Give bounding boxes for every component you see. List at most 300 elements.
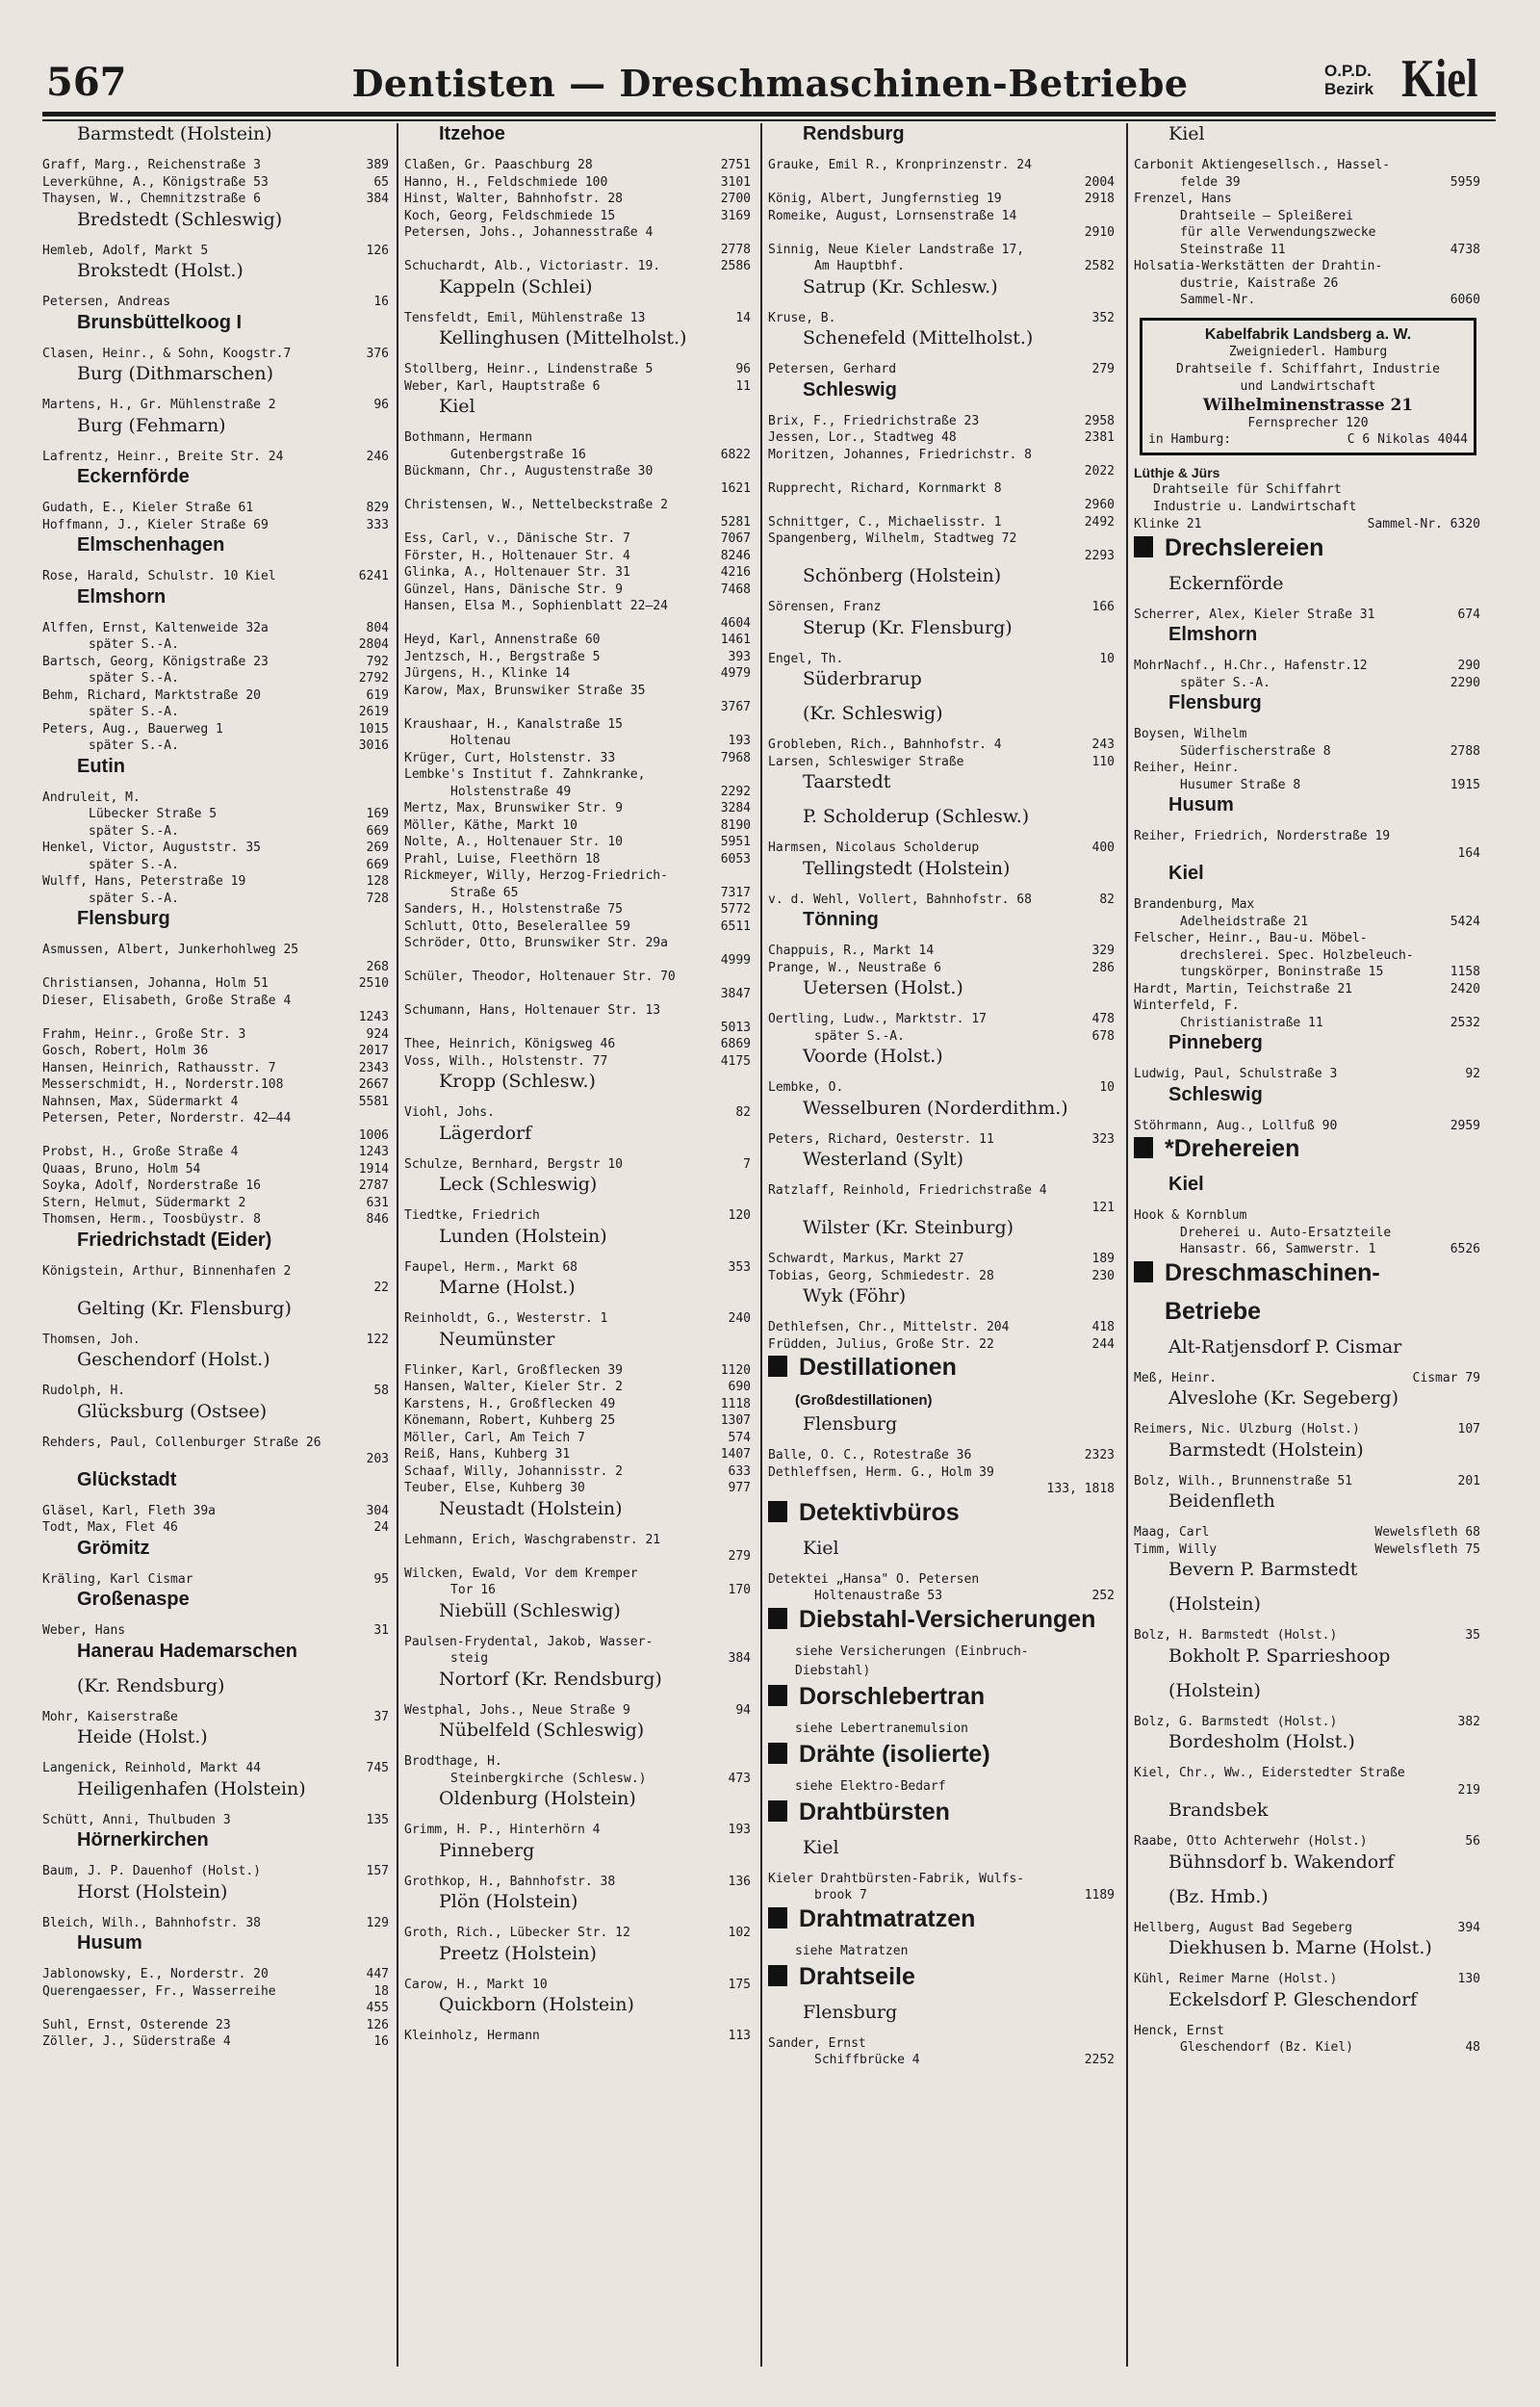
location-heading: Horst (Holstein) (77, 1880, 228, 1902)
phone-number: 2022 (1084, 464, 1115, 479)
location-heading: Schönberg (Holstein) (803, 565, 1002, 586)
directory-entry (42, 1178, 389, 1196)
phone-number: 678 (1091, 1028, 1115, 1044)
directory-entry (1134, 931, 1480, 948)
phone-number: 2381 (1084, 430, 1115, 445)
directory-entry (42, 518, 389, 535)
phone-number: 5424 (1450, 914, 1480, 929)
category-subheading: (Großdestillationen) (795, 1392, 933, 1409)
phone-number: 102 (728, 1926, 751, 1940)
location-heading: Brunsbüttelkoog I (77, 311, 243, 333)
entry-continuation (404, 1651, 751, 1669)
entry-text: Sander, Ernst (768, 2035, 866, 2051)
directory-entry (1134, 1921, 1480, 1938)
phone-number: 4738 (1450, 242, 1480, 257)
entry-text: später S.-A. (89, 671, 179, 686)
directory-entry (1134, 982, 1480, 999)
entry-text: Rose, Harald, Schulstr. 10 Kiel (42, 569, 276, 583)
phone-number: 1914 (358, 1161, 389, 1177)
location-heading: Wyk (Föhr) (803, 1285, 907, 1307)
entry-text: Rudolph, H. (42, 1384, 126, 1398)
entry-text: Hoffmann, J., Kieler Straße 69 (42, 517, 269, 532)
entry-continuation (1134, 1016, 1480, 1033)
directory-entry (404, 1037, 751, 1054)
directory-entry (1134, 192, 1480, 209)
location-heading: Barmstedt (Holstein) (1168, 1438, 1364, 1461)
phone-number: 4175 (720, 1053, 751, 1069)
entry-text: Nolte, A., Holtenauer Str. 10 (404, 835, 623, 849)
entry-text: Meß, Heinr. (1134, 1370, 1218, 1385)
category-heading: Drahtmatratzen (768, 1905, 1115, 1944)
directory-entry (404, 936, 751, 953)
directory-entry (404, 1754, 751, 1772)
entry-text: Peters, Aug., Bauerweg 1 (42, 721, 223, 737)
phone-number: 376 (366, 346, 389, 361)
phone-number: 279 (728, 1549, 751, 1564)
entry-continuation (404, 785, 751, 802)
directory-entry (404, 650, 751, 667)
location-heading: Hörnerkirchen (77, 1829, 209, 1851)
directory-entry (768, 430, 1115, 448)
entry-text: Jentzsch, H., Bergstraße 5 (404, 649, 601, 664)
directory-entry (768, 1448, 1115, 1465)
entry-text: Lübecker Straße 5 (89, 807, 218, 821)
location-heading: Barmstedt (Holstein) (77, 123, 272, 144)
entry-text: Bartsch, Georg, Königstraße 23 (42, 654, 269, 669)
directory-entry (768, 481, 1115, 499)
directory-entry (768, 243, 1115, 260)
entry-text: Steinstraße 11 (1180, 242, 1286, 257)
directory-entry (42, 2018, 389, 2035)
cross-reference: siehe Versicherungen (Einbruch- (795, 1643, 1029, 1659)
page-title: Dentisten — Dreschmaschinen-Betriebe (351, 62, 1189, 105)
directory-entry (404, 1926, 751, 1943)
entry-text: Kräling, Karl Cismar (42, 1571, 193, 1587)
entry-text: Lafrentz, Heinr., Breite Str. 24 (42, 449, 284, 464)
location-heading: (Kr. Schleswig) (803, 703, 943, 724)
phone-number: 329 (1091, 944, 1115, 958)
phone-number: 6241 (358, 569, 389, 583)
cross-reference: siehe Elektro-Bedarf (795, 1778, 946, 1794)
location-heading: Schleswig (1168, 1083, 1263, 1105)
phone-number: 96 (735, 362, 751, 376)
entry-continuation (1134, 846, 1480, 864)
phone-number: 669 (366, 823, 389, 839)
entry-text: Lehmann, Erich, Waschgrabenstr. 21 (404, 1532, 661, 1547)
directory-entry (768, 2036, 1115, 2054)
phone-number: 126 (366, 2017, 389, 2032)
phone-number: 1915 (1450, 777, 1480, 792)
phone-number: 14 (735, 310, 751, 325)
phone-number: 157 (366, 1864, 389, 1878)
entry-continuation (1134, 175, 1480, 193)
location-heading: Satrup (Kr. Schlesw.) (803, 275, 998, 298)
location-heading: Hanerau Hademarschen (77, 1640, 297, 1662)
entry-continuation (768, 1482, 1115, 1499)
phone-number: 384 (728, 1651, 751, 1666)
phone-number: 846 (366, 1212, 389, 1227)
location-heading: Rendsburg (803, 123, 905, 144)
directory-entry (404, 192, 751, 209)
entry-text: Hansen, Walter, Kieler Str. 2 (404, 1380, 623, 1394)
category-heading: Betriebe (1165, 1297, 1262, 1325)
directory-entry (768, 158, 1115, 175)
entry-text: Larsen, Schleswiger Straße (768, 754, 964, 769)
location-heading: Preetz (Holstein) (439, 1942, 597, 1964)
directory-entry (768, 414, 1115, 431)
phone-number: 121 (1091, 1200, 1115, 1215)
phone-number: 6511 (720, 919, 751, 934)
location-heading: Niebüll (Schleswig) (439, 1599, 621, 1621)
directory-entry (404, 1703, 751, 1721)
phone-number: 2586 (720, 259, 751, 273)
entry-continuation (1134, 948, 1480, 966)
phone-number: 2960 (1084, 498, 1115, 512)
directory-entry (1134, 1628, 1480, 1645)
entry-continuation (404, 616, 751, 634)
entry-text: Ludwig, Paul, Schulstraße 3 (1134, 1067, 1338, 1081)
location-heading: Taarstedt (803, 771, 891, 792)
entry-text: Bothmann, Hermann (404, 430, 533, 445)
entry-text: Clasen, Heinr., & Sohn, Koogstr.7 (42, 346, 292, 361)
entry-continuation (1134, 293, 1480, 310)
location-heading: Friedrichstadt (Eider) (77, 1229, 272, 1251)
entry-text: später S.-A. (89, 891, 179, 906)
directory-entry (42, 1623, 389, 1641)
entry-continuation (404, 243, 751, 260)
directory-entry (404, 633, 751, 650)
entry-text: Petersen, Johs., Johannesstraße 4 (404, 225, 654, 240)
location-heading: Brandsbek (1168, 1799, 1269, 1821)
entry-text: Kühl, Reimer Marne (Holst.) (1134, 1972, 1338, 1986)
directory-entry (404, 1413, 751, 1431)
phone-number: 631 (366, 1195, 389, 1210)
entry-text: Westphal, Johs., Neue Straße 9 (404, 1702, 630, 1718)
location-heading: Husum (77, 1932, 142, 1954)
phone-number: 728 (366, 891, 389, 906)
phone-number: 96 (373, 398, 389, 412)
directory-entry (404, 1823, 751, 1840)
entry-text: Soyka, Adolf, Norderstraße 16 (42, 1178, 261, 1193)
opd-district: O.P.D. Bezirk (1324, 62, 1374, 98)
location-heading: Voorde (Holst.) (803, 1046, 943, 1067)
phone-number: 1407 (720, 1447, 751, 1462)
location-heading: Kiel (1168, 1174, 1204, 1195)
entry-text: Thaysen, W., Chemnitzstraße 6 (42, 192, 261, 206)
phone-number: 924 (366, 1026, 389, 1042)
entry-continuation (404, 734, 751, 751)
phone-number: 2959 (1450, 1118, 1480, 1133)
location-heading: Leck (Schleswig) (439, 1174, 598, 1195)
entry-text: Wulff, Hans, Peterstraße 19 (42, 874, 246, 889)
phone-number: 58 (373, 1384, 389, 1398)
directory-entry (1134, 761, 1480, 778)
phone-number: 574 (728, 1430, 751, 1445)
entry-continuation (42, 671, 389, 688)
entry-text: Schüler, Theodor, Holtenauer Str. 70 (404, 970, 676, 984)
location-heading: Quickborn (Holstein) (439, 1994, 634, 2015)
category-heading: Drahtseile (768, 1963, 1115, 2002)
phone-number: 6060 (1450, 293, 1480, 307)
location-heading: Neumünster (439, 1328, 555, 1350)
entry-text: Petersen, Andreas (42, 295, 171, 309)
column-divider (397, 123, 398, 2367)
phone-number: 389 (366, 158, 389, 172)
entry-text: Straße 65 (450, 885, 519, 900)
location-heading: Eckernförde (1168, 572, 1284, 594)
entry-text: Holtenaustraße 53 (814, 1589, 943, 1603)
directory-entry (404, 225, 751, 243)
phone-number: 2910 (1084, 225, 1115, 240)
directory-entry (404, 209, 751, 226)
category-square-icon (768, 1743, 787, 1764)
directory-entry (404, 1208, 751, 1226)
location-heading: Geschendorf (Holst.) (77, 1349, 270, 1370)
entry-text: später S.-A. (1180, 675, 1270, 690)
entry-text: Grothkop, H., Bahnhofstr. 38 (404, 1874, 616, 1889)
directory-entry (404, 1003, 751, 1021)
entry-text: Grauke, Emil R., Kronprinzenstr. 24 (768, 158, 1032, 172)
directory-entry (768, 1572, 1115, 1590)
entry-continuation (1134, 1783, 1480, 1800)
phone-number: 6053 (720, 851, 751, 867)
phone-number: 7317 (720, 885, 751, 900)
entry-text: MohrNachf., H.Chr., Hafenstr.12 (1134, 659, 1368, 673)
phone-number: 633 (728, 1463, 751, 1479)
entry-continuation (404, 448, 751, 465)
entry-text: König, Albert, Jungfernstieg 19 (768, 192, 1002, 206)
location-heading: Kiel (439, 396, 475, 417)
phone-number: 219 (1457, 1782, 1480, 1798)
advertisement-box: Kabelfabrik Landsberg a. W. Zweigniederl. Hamburg Drahtseile f. Schiffahrt, Industrie und Landwirtschaft Wilhelminenstrasse 21 Fernsprecher 120 in Hamburg: C 6 Nikolas 4044 (1140, 318, 1476, 455)
directory-entry (42, 1916, 389, 1933)
entry-continuation (404, 1772, 751, 1789)
location-heading: Lägerdorf (439, 1122, 532, 1144)
phone-number: 130 (1457, 1972, 1480, 1986)
phone-number: 3016 (358, 738, 389, 753)
entry-text: Königstein, Arthur, Binnenhafen 2 (42, 1263, 292, 1279)
entry-text: Balle, O. C., Rotestraße 36 (768, 1448, 972, 1462)
location-heading: P. Scholderup (Schlesw.) (803, 806, 1030, 827)
location-heading: Burg (Dithmarschen) (77, 363, 274, 384)
phone-number: 31 (373, 1623, 389, 1638)
entry-continuation (404, 700, 751, 717)
entry-text: Flinker, Karl, Großflecken 39 (404, 1362, 623, 1378)
directory-entry (42, 1061, 389, 1078)
location-heading: Gelting (Kr. Flensburg) (77, 1297, 292, 1319)
directory-entry (1134, 2024, 1480, 2041)
entry-text: Henkel, Victor, Auguststr. 35 (42, 841, 261, 855)
directory-entry (404, 158, 751, 175)
entry-text: Christianistraße 11 (1180, 1015, 1323, 1030)
directory-entry (42, 450, 389, 467)
directory-entry (1134, 1525, 1480, 1542)
entry-text: Dreherei u. Auto-Ersatzteile (1180, 1225, 1392, 1240)
directory-column-1 (42, 123, 389, 2367)
directory-entry (42, 1095, 389, 1112)
entry-text: Möller, Käthe, Markt 10 (404, 817, 578, 833)
directory-entry (42, 688, 389, 706)
entry-text: Suhl, Ernst, Osterende 23 (42, 2017, 231, 2032)
entry-continuation (1134, 1242, 1480, 1259)
entry-text: Harmsen, Nicolaus Scholderup (768, 841, 980, 855)
category-heading: Dreschmaschinen- (1134, 1259, 1480, 1298)
phone-number: 128 (366, 874, 389, 889)
entry-text: Nahnsen, Max, Südermarkt 4 (42, 1094, 239, 1109)
phone-number: 478 (1091, 1012, 1115, 1026)
entry-continuation (768, 1201, 1115, 1218)
phone-number: 323 (1091, 1131, 1115, 1147)
directory-entry (404, 1978, 751, 1995)
entry-text: Carbonit Aktiengesellsch., Hassel- (1134, 158, 1391, 172)
phone-number: 286 (1091, 960, 1115, 975)
location-heading: Nübelfeld (Schleswig) (439, 1720, 645, 1741)
entry-text: Henck, Ernst (1134, 2023, 1224, 2038)
entry-text: Früdden, Julius, Große Str. 22 (768, 1336, 994, 1352)
directory-entry (404, 1566, 751, 1584)
directory-entry (1134, 998, 1480, 1016)
directory-entry (404, 1105, 751, 1123)
location-heading: Uetersen (Holst.) (803, 977, 963, 998)
entry-text: Tiedtke, Friedrich (404, 1208, 540, 1223)
category-square-icon (1134, 536, 1153, 557)
phone-number: 94 (735, 1702, 751, 1718)
entry-text: Hansen, Heinrich, Rathausstr. 7 (42, 1060, 276, 1075)
entry-text: Felscher, Heinr., Bau-u. Möbel- (1134, 931, 1368, 945)
directory-entry (768, 1132, 1115, 1150)
location-heading: Pinneberg (1168, 1032, 1263, 1053)
entry-continuation (1134, 915, 1480, 932)
location-heading: Lunden (Holstein) (439, 1225, 607, 1247)
entry-text: Sörensen, Franz (768, 600, 882, 614)
location-heading: Süderbrarup (803, 668, 922, 689)
entry-text: Hook & Kornblum (1134, 1208, 1247, 1223)
directory-entry (404, 1397, 751, 1414)
entry-text: Kiel, Chr., Ww., Eiderstedter Straße (1134, 1766, 1405, 1780)
directory-entry (404, 1875, 751, 1892)
directory-entry (768, 311, 1115, 328)
phone-number: 1307 (720, 1413, 751, 1428)
directory-entry (42, 175, 389, 193)
entry-text: Bolz, H. Barmstedt (Holst.) (1134, 1628, 1338, 1643)
category-square-icon (1134, 1137, 1153, 1158)
phone-number: 7067 (720, 531, 751, 546)
location-heading: Elmshorn (1168, 624, 1258, 645)
directory-entry (42, 1984, 389, 2002)
phone-number: 8190 (720, 817, 751, 833)
entry-continuation (404, 1021, 751, 1038)
phone-number: 1189 (1084, 1888, 1115, 1902)
phone-number: 1015 (358, 721, 389, 737)
phone-number: 164 (1457, 845, 1480, 861)
phone-number: 37 (373, 1709, 389, 1724)
entry-text: brook 7 (814, 1888, 867, 1902)
category-heading: Drähte (isolierte) (768, 1741, 1115, 1779)
directory-entry (42, 722, 389, 739)
directory-entry (404, 666, 751, 684)
entry-text: Schuchardt, Alb., Victoriastr. 19. (404, 259, 661, 273)
phone-number: 333 (366, 517, 389, 532)
directory-entry (404, 259, 751, 276)
location-heading: Husum (1168, 794, 1234, 815)
entry-text: Hanno, H., Feldschmiede 100 (404, 174, 608, 190)
phone-number: 16 (373, 295, 389, 309)
category-square-icon (768, 1608, 787, 1629)
entry-text: Brandenburg, Max (1134, 897, 1255, 912)
phone-number: 95 (373, 1571, 389, 1587)
location-heading: Tellingstedt (Holstein) (803, 857, 1011, 879)
phone-number: 674 (1457, 607, 1480, 622)
entry-text: Sanders, H., Holstenstraße 75 (404, 902, 623, 917)
location-heading: Wesselburen (Norderdithm.) (803, 1097, 1068, 1119)
entry-text: Hansen, Elsa M., Sophienblatt 22—24 (404, 599, 668, 613)
entry-text: Adelheidstraße 21 (1180, 914, 1309, 929)
entry-continuation (768, 1029, 1115, 1047)
entry-text: Koch, Georg, Feldschmiede 15 (404, 208, 616, 223)
entry-text: Baum, J. P. Dauenhof (Holst.) (42, 1864, 261, 1878)
directory-entry (42, 1967, 389, 1984)
phone-number: 10 (1099, 1080, 1115, 1095)
directory-entry (42, 1196, 389, 1213)
entry-text: später S.-A. (89, 738, 179, 753)
location-heading: Alt-Ratjensdorf P. Cismar (1168, 1335, 1402, 1358)
entry-text: Thomsen, Herm., Toosbüystr. 8 (42, 1212, 261, 1227)
entry-text: Förster, H., Holtenauer Str. 4 (404, 548, 630, 563)
phone-number: 18 (373, 1983, 389, 1999)
phone-number: 7968 (720, 750, 751, 765)
phone-number: 2918 (1084, 192, 1115, 206)
entry-continuation (768, 225, 1115, 243)
phone-number: 2792 (358, 671, 389, 686)
entry-text: Ess, Carl, v., Dänische Str. 7 (404, 531, 630, 546)
entry-continuation (42, 738, 389, 756)
directory-entry (404, 868, 751, 886)
entry-text: Bolz, Wilh., Brunnenstraße 51 (1134, 1473, 1352, 1488)
entry-text: Jablonowsky, E., Norderstr. 20 (42, 1967, 269, 1981)
entry-continuation (42, 1128, 389, 1146)
directory-entry (1134, 1474, 1480, 1491)
directory-entry (42, 569, 389, 586)
entry-continuation (1134, 2040, 1480, 2058)
location-heading: Bordesholm (Holst.) (1168, 1731, 1355, 1752)
entry-continuation (42, 824, 389, 841)
entry-text: Schütt, Anni, Thulbuden 3 (42, 1812, 231, 1827)
directory-entry (42, 2034, 389, 2052)
entry-text: Rupprecht, Richard, Kornmarkt 8 (768, 480, 1002, 496)
entry-text: Tensfeldt, Emil, Mühlenstraße 13 (404, 310, 646, 325)
entry-text: Holtenau (450, 734, 511, 748)
header-rule-thin (42, 119, 1496, 121)
phone-number: 2619 (358, 705, 389, 719)
entry-text: Reiher, Friedrich, Norderstraße 19 (1134, 829, 1391, 843)
entry-text: Schaaf, Willy, Johannisstr. 2 (404, 1463, 623, 1479)
entry-text: Spangenberg, Wilhelm, Stadtweg 72 (768, 531, 1017, 546)
directory-entry (42, 192, 389, 209)
column-divider (760, 123, 762, 2367)
phone-number: 384 (366, 192, 389, 206)
phone-number: 5951 (720, 835, 751, 849)
phone-number: 110 (1091, 754, 1115, 769)
phone-number: 175 (728, 1977, 751, 1992)
directory-entry (404, 1464, 751, 1482)
entry-text: felde 39 (1180, 174, 1241, 190)
directory-entry (404, 835, 751, 852)
entry-continuation (1134, 276, 1480, 294)
entry-text: Tor 16 (450, 1583, 496, 1597)
entry-continuation (404, 987, 751, 1004)
phone-number: 2532 (1450, 1015, 1480, 1030)
directory-entry (768, 1183, 1115, 1201)
